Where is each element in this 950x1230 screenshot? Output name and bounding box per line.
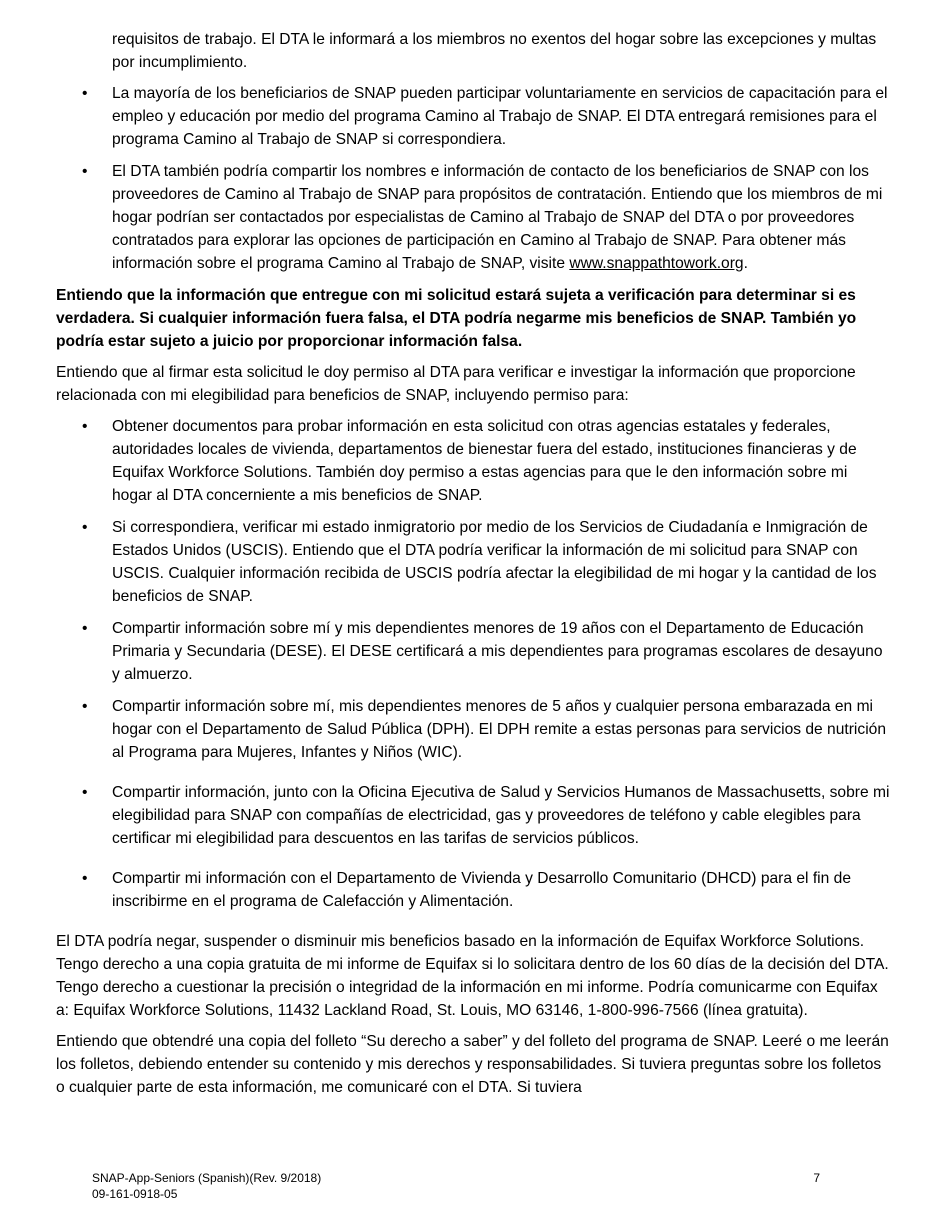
form-name: SNAP-App-Seniors (Spanish)(Rev. 9/2018)	[92, 1171, 322, 1185]
document-body	[56, 28, 890, 1107]
booklet-paragraph: Entiendo que obtendré una copia del folleto “Su derecho a saber” y del folleto del programa de SNAP. Leeré o me leerán los folletos, debiendo entender su contenido y mis derechos y responsabilidades. Si tuviera preguntas sobre los folletos o cualquier parte de esta información, me comunicaré con el DTA. Si tuviera	[56, 1033, 889, 1096]
permission-list	[56, 415, 890, 913]
list-item: • Compartir información sobre mí, mis dependientes menores de 5 años y cualquier persona embarazada en mi hogar con el Departamento de Salud Pública (DPH). El DPH remite a estas personas para servicios de nutrición al Programa para Mujeres, Infantes y Niños (WIC).	[56, 695, 890, 764]
snappathtowork-link[interactable]: www.snappathtowork.org	[569, 255, 744, 272]
list-item-text: El DTA también podría compartir los nombres e información de contacto de los beneficiarios de SNAP con los proveedores de Camino al Trabajo de SNAP para propósitos de contratación. Entiendo que los miembros de mi hogar podrían ser contactados por especialistas de Camino al Trabajo de SNAP del DTA o por proveedores contratados para explorar las opciones de participación en Camino al Trabajo de SNAP. Para obtener más información sobre el programa Camino al Trabajo de SNAP, visite	[112, 163, 883, 272]
list-item-punctuation: .	[743, 255, 748, 272]
form-code: 09-161-0918-05	[92, 1187, 178, 1201]
list-item: • Compartir mi información con el Departamento de Vivienda y Desarrollo Comunitario (DHCD) para el fin de inscribirme en el programa de Calefacción y Alimentación.	[56, 867, 890, 913]
page-footer	[92, 1170, 832, 1202]
equifax-paragraph: El DTA podría negar, suspender o disminuir mis beneficios basado en la información de Equifax Workforce Solutions. Tengo derecho a una copia gratuita de mi informe de Equifax si lo solicitara dentro de los 60 días de la decisión del DTA. Tengo derecho a cuestionar la precisión o integridad de la información en mi informe. Podría comunicarme con Equifax a: Equifax Workforce Solutions, 11432 Lackland Road, St. Louis, MO 63146, 1-800-996-7566 (línea gratuita).	[56, 933, 889, 1019]
list-item: • Obtener documentos para probar información en esta solicitud con otras agencias estatales y federales, autoridades locales de vivienda, departamentos de bienestar fuera del estado, instituciones financieras y de Equifax Workforce Solutions. También doy permiso a estas agencias para que le den información sobre mi hogar al DTA concerniente a mis beneficios de SNAP.	[56, 415, 890, 507]
page-number: 7	[813, 1171, 820, 1185]
continued-bullet-text: requisitos de trabajo. El DTA le informará a los miembros no exentos del hogar sobre las excepciones y multas por incumplimiento.	[112, 31, 877, 71]
list-item: • Compartir información sobre mí y mis dependientes menores de 19 años con el Departamento de Educación Primaria y Secundaria (DESE). El DESE certificará a mis dependientes para programas escolares de desayuno y almuerzo.	[56, 617, 890, 686]
list-item	[56, 160, 890, 275]
snap-path-to-work-list	[56, 82, 890, 275]
verification-warning: Entiendo que la información que entregue con mi solicitud estará sujeta a verificación para determinar si es verdadera. Si cualquier información fuera falsa, el DTA podría negarme mis beneficios de SNAP. También yo podría estar sujeto a juicio por proporcionar información falsa.	[56, 287, 857, 350]
list-item: • La mayoría de los beneficiarios de SNAP pueden participar voluntariamente en servicios de capacitación para el empleo y educación por medio del programa Camino al Trabajo de SNAP. El DTA entregará remisiones para el programa Camino al Trabajo de SNAP si correspondiera.	[56, 82, 890, 151]
list-item: • Compartir información, junto con la Oficina Ejecutiva de Salud y Servicios Humanos de Massachusetts, sobre mi elegibilidad para SNAP con compañías de electricidad, gas y proveedores de teléfono y cable elegibles para certificar mi elegibilidad para descuentos en las tarifas de servicios públicos.	[56, 781, 890, 850]
list-item: • Si correspondiera, verificar mi estado inmigratorio por medio de los Servicios de Ciudadanía e Inmigración de Estados Unidos (USCIS). Entiendo que el DTA podría verificar la información de mi solicitud para SNAP con USCIS. Cualquier información recibida de USCIS podría afectar la elegibilidad de mi hogar y la cantidad de los beneficios de SNAP.	[56, 516, 890, 608]
permission-intro: Entiendo que al firmar esta solicitud le doy permiso al DTA para verificar e investigar la información que proporcione relacionada con mi elegibilidad para beneficios de SNAP, incluyendo permiso para:	[56, 364, 856, 404]
